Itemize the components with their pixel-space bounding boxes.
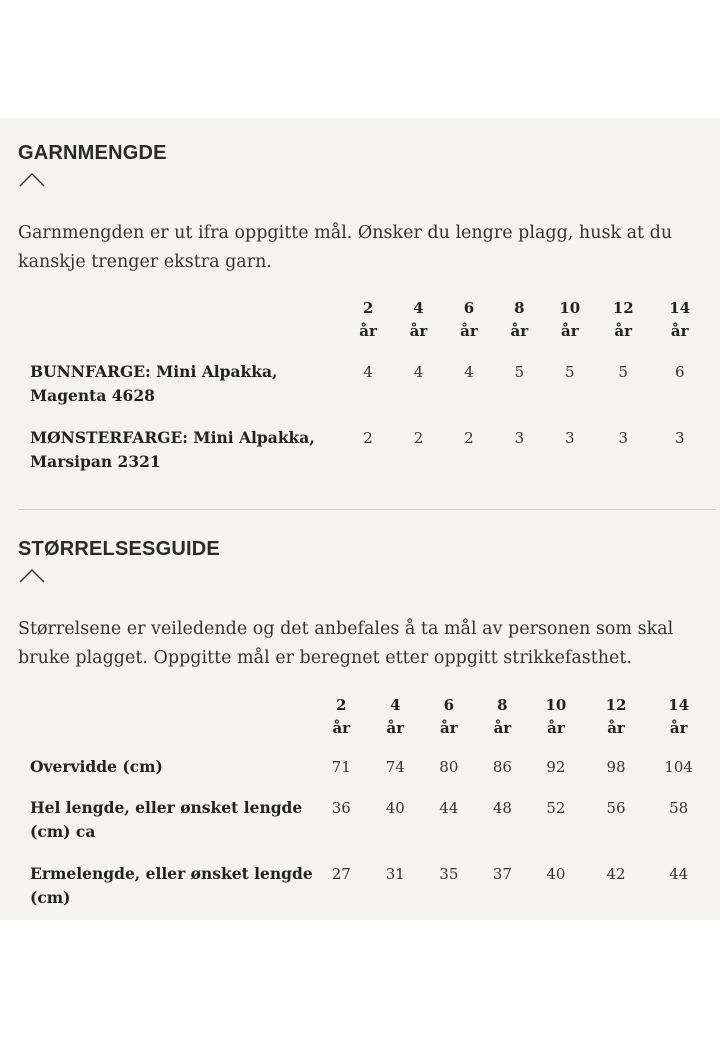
table-cell: 74 [385, 758, 405, 776]
table-cell: 2 [363, 429, 373, 447]
size-header: 12 år [605, 696, 627, 737]
chevron-up-icon[interactable] [18, 567, 46, 583]
yarn-size-header-row [18, 297, 708, 343]
table-cell: 5 [514, 363, 525, 381]
table-cell: 4 [413, 363, 424, 381]
yarn-heading[interactable]: GARNMENGDE [18, 142, 167, 164]
yarn-section [18, 141, 718, 277]
size-guide-heading[interactable]: STØRRELSESGUIDE [18, 538, 220, 560]
table-cell: 5 [618, 363, 629, 381]
table-cell: 40 [546, 865, 566, 883]
size-header: 8 år [493, 696, 512, 737]
table-cell: 6 [674, 363, 685, 381]
table-cell: 48 [492, 799, 512, 817]
size-header-row [18, 694, 708, 740]
table-cell: 40 [385, 799, 405, 817]
size-guide-section [18, 537, 718, 673]
size-header: 14 år [668, 696, 690, 737]
size-header: 6 år [440, 696, 458, 737]
size-header: 10 år [559, 299, 581, 340]
row-label: BUNNFARGE: Mini Alpakka, Magenta 4628 [30, 362, 278, 405]
table-cell: 4 [363, 363, 373, 381]
table-row [18, 844, 708, 910]
table-cell: 44 [439, 799, 459, 817]
row-label: Hel lengde, eller ønsket lengde (cm) ca [30, 798, 303, 841]
table-cell: 37 [492, 865, 512, 883]
corner-cell [18, 297, 343, 343]
table-cell: 86 [492, 758, 512, 776]
size-header: 8 år [510, 299, 529, 340]
table-cell: 36 [331, 799, 351, 817]
size-header: 12 år [612, 299, 634, 340]
size-header: 14 år [669, 299, 691, 340]
section-divider [18, 509, 716, 510]
table-cell: 35 [439, 865, 459, 883]
size-header: 2 år [332, 696, 351, 737]
row-label: MØNSTERFARGE: Mini Alpakka, Marsipan 2321 [30, 428, 315, 471]
table-cell: 3 [514, 429, 525, 447]
size-header: 6 år [460, 299, 478, 340]
table-cell: 58 [669, 799, 689, 817]
table-row [18, 343, 708, 408]
table-cell: 80 [439, 758, 459, 776]
table-cell: 3 [618, 429, 629, 447]
corner-cell [18, 694, 314, 740]
size-header: 2 år [359, 299, 377, 340]
table-cell: 71 [331, 758, 351, 776]
size-header: 10 år [545, 696, 567, 737]
table-cell: 31 [385, 865, 405, 883]
table-cell: 98 [606, 758, 626, 776]
table-row [18, 779, 708, 844]
size-guide-intro: Størrelsene er veiledende og det anbefales å ta mål av personen som skal bruke plagget. Oppgitte mål er beregnet etter oppgitt strikkefasthet. [18, 619, 674, 668]
table-cell: 3 [565, 429, 575, 447]
size-header: 4 år [386, 696, 405, 737]
table-cell: 104 [664, 758, 693, 776]
table-cell: 27 [331, 865, 351, 883]
table-cell: 3 [674, 429, 685, 447]
row-label: Ermelengde, eller ønsket lengde (cm) [30, 864, 313, 907]
chevron-up-icon[interactable] [18, 171, 46, 187]
size-guide-table [18, 694, 708, 910]
table-cell: 56 [606, 799, 626, 817]
table-cell: 5 [565, 363, 575, 381]
table-row [18, 740, 708, 779]
table-cell: 4 [464, 363, 474, 381]
size-header: 4 år [409, 299, 428, 340]
table-row [18, 408, 708, 474]
table-cell: 92 [546, 758, 566, 776]
table-cell: 44 [669, 865, 689, 883]
table-cell: 52 [546, 799, 566, 817]
row-label: Overvidde (cm) [30, 757, 163, 776]
table-cell: 2 [464, 429, 474, 447]
table-cell: 2 [413, 429, 424, 447]
yarn-table [18, 297, 708, 474]
yarn-intro: Garnmengden er ut ifra oppgitte mål. Ønsker du lengre plagg, husk at du kanskje trenger ekstra garn. [18, 223, 673, 272]
table-cell: 42 [606, 865, 626, 883]
